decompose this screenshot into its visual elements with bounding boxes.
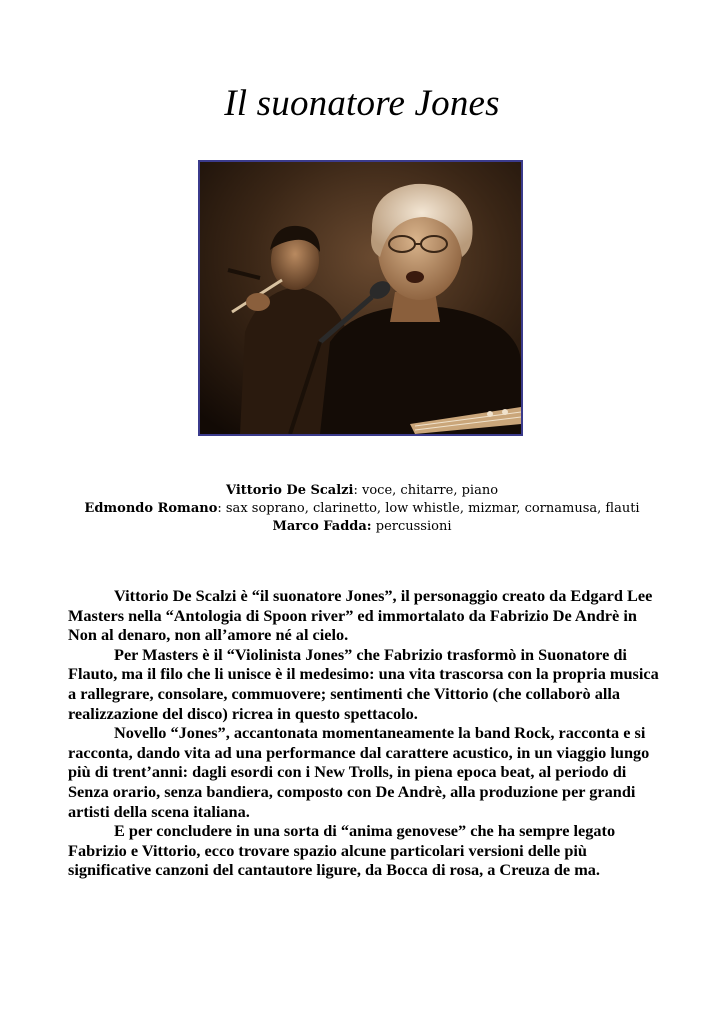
paragraph: E per concludere in una sorta di “anima genovese” che ha sempre legato Fabrizio e Vittorio, ecco trovare spazio alcune particolari versioni delle più significative canzoni del cantautore ligure, da Bocca di rosa, a Creuza de ma.	[68, 821, 616, 880]
credits-block	[0, 482, 724, 536]
credit-role: sax soprano, clarinetto, low whistle, mizmar, cornamusa, flauti	[225, 501, 640, 516]
photo-illustration	[200, 162, 521, 434]
credit-name: Marco Fadda:	[272, 519, 372, 534]
credit-name: Vittorio De Scalzi	[225, 483, 354, 498]
paragraph: Vittorio De Scalzi è “il suonatore Jones”, il personaggio creato da Edgard Lee Masters nella “Antologia di Spoon river” ed immortalato da Fabrizio De Andrè in Non al denaro, non all’amore né al cielo.	[68, 586, 653, 645]
credit-separator: :	[353, 483, 363, 498]
page-title: Il suonatore Jones	[224, 83, 500, 124]
credit-separator: :	[217, 501, 226, 516]
credit-name: Edmondo Romano	[84, 501, 218, 516]
credit-role: voce, chitarre, piano	[362, 483, 499, 498]
credit-role: percussioni	[375, 519, 452, 534]
concert-photo	[198, 160, 523, 436]
paragraph: Novello “Jones”, accantonata momentaneamente la band Rock, racconta e si racconta, dando vita ad una performance dal carattere acustico, in un viaggio lungo più di trent’anni: dagli esordi con i New Trolls, in piena epoca beat, al periodo di Senza orario, senza bandiera, composto con De Andrè, alla produzione per grandi artisti della scena italiana.	[68, 723, 650, 821]
credit-line	[0, 500, 724, 518]
paragraph: Per Masters è il “Violinista Jones” che Fabrizio trasformò in Suonatore di Flauto, ma il filo che li unisce è il medesimo: una vita trascorsa con la propria musica a rallegrare, consolare, commuovere; sentimenti che Vittorio (che collaborò alla realizzazione del disco) ricrea in questo spettacolo.	[68, 644, 659, 723]
credit-line	[0, 482, 724, 500]
article-body	[68, 586, 662, 880]
credit-line	[0, 518, 724, 536]
